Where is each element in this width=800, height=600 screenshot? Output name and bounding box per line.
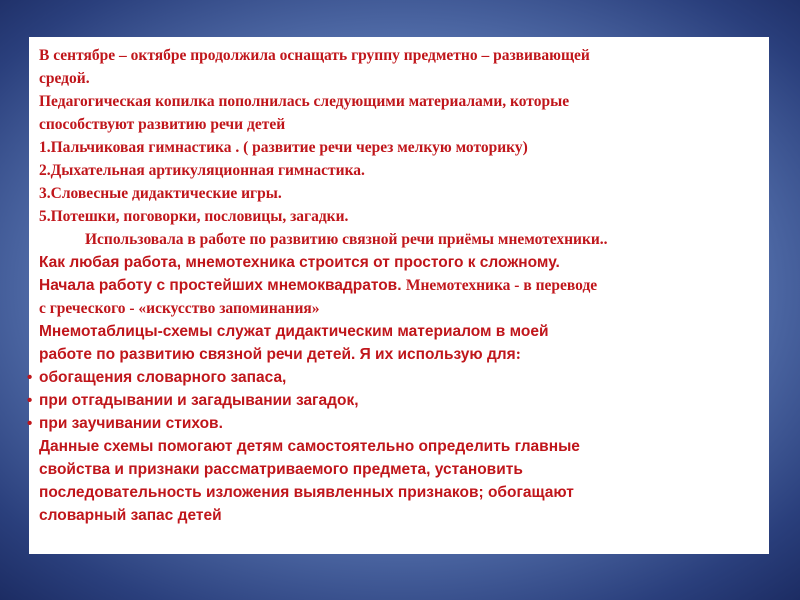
text-line: Педагогическая копилка пополнилась следующими материалами, которые (39, 93, 570, 110)
text-line: Использовала в работе по развитию связной речи приёмы мнемотехники.. (85, 231, 608, 248)
bullet-item (29, 366, 769, 389)
text-line: В сентябре – октябре продолжила оснащать группу предметно – развивающей (39, 47, 590, 64)
text-fragment: Мнемотехника - в переводе (405, 277, 598, 294)
text-line: Данные схемы помогают детям самостоятельно определить главные (39, 438, 580, 455)
bullet-text: при заучивании стихов. (39, 415, 223, 432)
bullet-text: обогащения словарного запаса, (39, 369, 287, 386)
bullet-item (29, 389, 769, 412)
list-item: 5.Потешки, поговорки, пословицы, загадки. (39, 208, 349, 225)
text-line: Как любая работа, мнемотехника строится от простого к сложному. (39, 254, 560, 271)
text-line: свойства и признаки рассматриваемого предмета, установить (39, 461, 523, 478)
text-line: с греческого - «искусство запоминания» (39, 300, 320, 317)
text-fragment: : (515, 346, 521, 363)
text-line: последовательность изложения выявленных признаков; обогащают (39, 484, 574, 501)
bullet-icon: • (27, 415, 33, 432)
text-line: средой. (39, 70, 90, 87)
text-line (29, 274, 769, 297)
bullet-icon: • (27, 369, 33, 386)
text-fragment: работе по развитию связной речи детей. Я их использую для (39, 346, 516, 363)
text-panel (29, 37, 769, 554)
list-item: 1.Пальчиковая гимнастика . ( развитие речи через мелкую моторику) (39, 139, 528, 156)
list-item: 3.Словесные дидактические игры. (39, 185, 282, 202)
text-fragment: Начала работу с простейших мнемоквадратов. (39, 277, 402, 294)
bullet-text: при отгадывании и загадывании загадок, (39, 392, 359, 409)
text-line (29, 343, 769, 366)
text-line: Мнемотаблицы-схемы служат дидактическим материалом в моей (39, 323, 549, 340)
list-item: 2.Дыхательная артикуляционная гимнастика. (39, 162, 365, 179)
bullet-item (29, 412, 769, 435)
text-line: способствуют развитию речи детей (39, 116, 286, 133)
text-line: словарный запас детей (39, 507, 222, 524)
bullet-icon: • (27, 392, 33, 409)
